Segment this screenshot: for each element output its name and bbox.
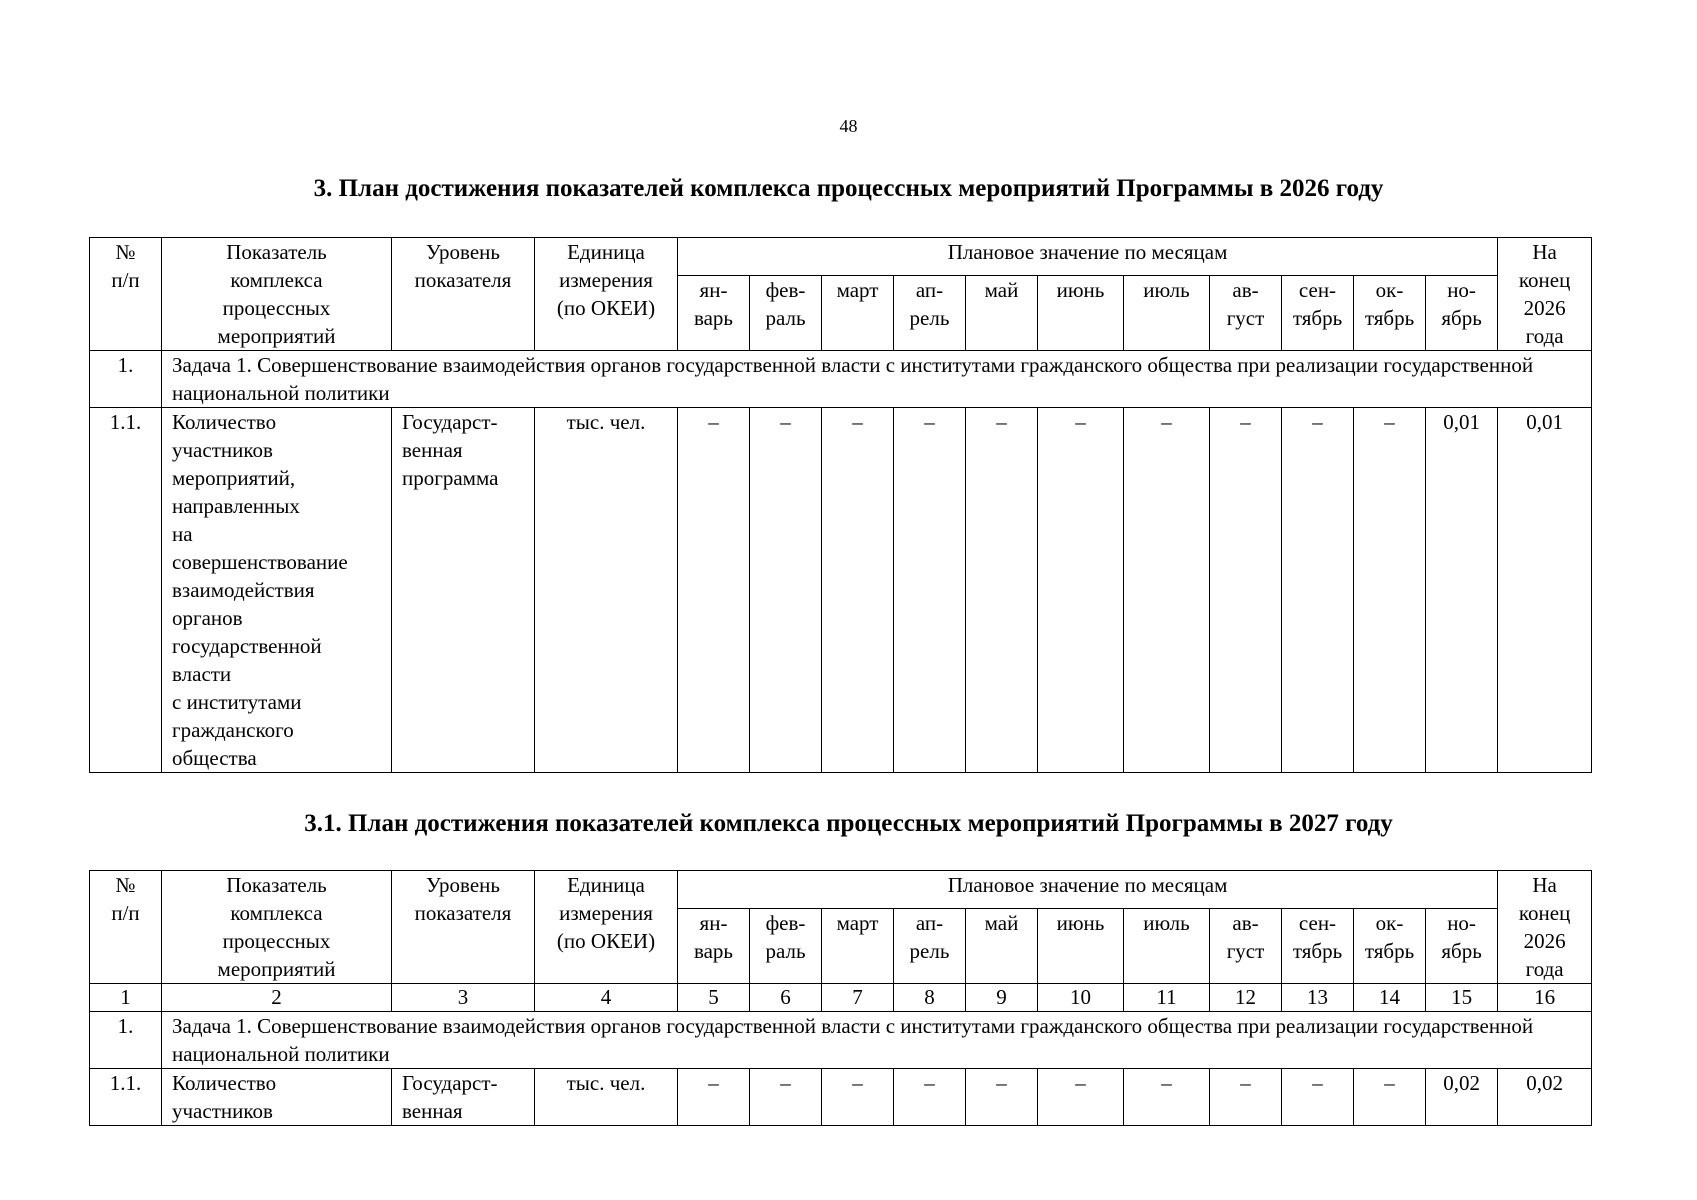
header-month: ок- тябрь [1354, 276, 1426, 351]
row-month-value: – [1038, 408, 1124, 773]
header-month: фев- раль [750, 276, 822, 351]
column-number: 9 [966, 984, 1038, 1012]
row-indicator: Количество участников [162, 1069, 392, 1126]
column-number: 1 [90, 984, 162, 1012]
section-title-2026: 3. План достижения показателей комплекса процессных мероприятий Программы в 2026 году [313, 175, 1384, 202]
column-number: 11 [1124, 984, 1210, 1012]
header-month: ок- тябрь [1354, 909, 1426, 984]
column-number: 8 [894, 984, 966, 1012]
header-end: На конец 2026 года [1498, 871, 1592, 984]
task-text: Задача 1. Совершенствование взаимодействия органов государственной власти с институтами гражданского общества при реализации государственной национальной политики [162, 1012, 1592, 1069]
row-month-value: – [1354, 1069, 1426, 1126]
header-row [90, 871, 1592, 909]
header-month: июль [1124, 276, 1210, 351]
row-level: Государст- венная программа [392, 408, 535, 773]
page-number: 48 [839, 116, 858, 136]
header-month: фев- раль [750, 909, 822, 984]
row-month-value: – [822, 1069, 894, 1126]
row-month-value: – [1282, 408, 1354, 773]
header-unit: Единица измерения (по ОКЕИ) [535, 871, 678, 984]
row-month-value: – [1124, 408, 1210, 773]
header-month: ян- варь [678, 276, 750, 351]
header-planned: Плановое значение по месяцам [678, 871, 1498, 909]
column-number: 12 [1210, 984, 1282, 1012]
plan-table-2026 [89, 237, 1592, 773]
column-number: 16 [1498, 984, 1592, 1012]
row-indicator: Количество участников мероприятий, направленных на совершенствование взаимодействия органов государственной власти с институтами гражданского общества [162, 408, 392, 773]
header-indicator: Показатель комплекса процессных мероприятий [162, 871, 392, 984]
header-month: но- ябрь [1426, 276, 1498, 351]
row-end-value: 0,01 [1498, 408, 1592, 773]
header-month: июнь [1038, 276, 1124, 351]
task-row [90, 351, 1592, 408]
row-month-value: – [822, 408, 894, 773]
column-number: 4 [535, 984, 678, 1012]
column-numbers-row [90, 984, 1592, 1012]
row-month-value: – [1210, 408, 1282, 773]
header-month: июнь [1038, 909, 1124, 984]
header-month: май [966, 909, 1038, 984]
header-month: ав- густ [1210, 276, 1282, 351]
row-month-value: – [894, 408, 966, 773]
header-unit: Единица измерения (по ОКЕИ) [535, 238, 678, 351]
row-month-value: – [894, 1069, 966, 1126]
row-num: 1.1. [90, 408, 162, 773]
indicator-row [90, 1069, 1592, 1126]
header-month: ап- рель [894, 909, 966, 984]
row-month-value: – [1354, 408, 1426, 773]
header-month: май [966, 276, 1038, 351]
section-title-2027: 3.1. План достижения показателей комплекса процессных мероприятий Программы в 2027 году [304, 810, 1393, 837]
row-month-value: – [966, 1069, 1038, 1126]
row-unit: тыс. чел. [535, 408, 678, 773]
row-month-value: – [750, 408, 822, 773]
header-month: ав- густ [1210, 909, 1282, 984]
row-month-value: 0,01 [1426, 408, 1498, 773]
header-indicator: Показатель комплекса процессных мероприятий [162, 238, 392, 351]
task-num: 1. [90, 1012, 162, 1069]
task-num: 1. [90, 351, 162, 408]
column-number: 10 [1038, 984, 1124, 1012]
row-month-value: – [1124, 1069, 1210, 1126]
row-level: Государст- венная [392, 1069, 535, 1126]
column-number: 7 [822, 984, 894, 1012]
column-number: 6 [750, 984, 822, 1012]
header-num: № п/п [90, 238, 162, 351]
header-planned: Плановое значение по месяцам [678, 238, 1498, 276]
header-num: № п/п [90, 871, 162, 984]
row-month-value: – [1210, 1069, 1282, 1126]
column-number: 14 [1354, 984, 1426, 1012]
header-month: сен- тябрь [1282, 909, 1354, 984]
header-level: Уровень показателя [392, 238, 535, 351]
column-number: 5 [678, 984, 750, 1012]
row-month-value: – [1282, 1069, 1354, 1126]
header-end: На конец 2026 года [1498, 238, 1592, 351]
column-number: 3 [392, 984, 535, 1012]
indicator-row [90, 408, 1592, 773]
header-month: сен- тябрь [1282, 276, 1354, 351]
task-row [90, 1012, 1592, 1069]
row-month-value: – [678, 1069, 750, 1126]
task-text: Задача 1. Совершенствование взаимодействия органов государственной власти с институтами гражданского общества при реализации государственной национальной политики [162, 351, 1592, 408]
column-number: 2 [162, 984, 392, 1012]
header-month: март [822, 909, 894, 984]
row-month-value: – [1038, 1069, 1124, 1126]
header-level: Уровень показателя [392, 871, 535, 984]
row-month-value: – [678, 408, 750, 773]
column-number: 15 [1426, 984, 1498, 1012]
row-num: 1.1. [90, 1069, 162, 1126]
header-month: ап- рель [894, 276, 966, 351]
header-month: июль [1124, 909, 1210, 984]
row-end-value: 0,02 [1498, 1069, 1592, 1126]
row-month-value: – [966, 408, 1038, 773]
column-number: 13 [1282, 984, 1354, 1012]
row-month-value: – [750, 1069, 822, 1126]
plan-table-2027 [89, 870, 1592, 1126]
header-month: но- ябрь [1426, 909, 1498, 984]
header-month: ян- варь [678, 909, 750, 984]
header-month: март [822, 276, 894, 351]
row-unit: тыс. чел. [535, 1069, 678, 1126]
header-row [90, 238, 1592, 276]
row-month-value: 0,02 [1426, 1069, 1498, 1126]
